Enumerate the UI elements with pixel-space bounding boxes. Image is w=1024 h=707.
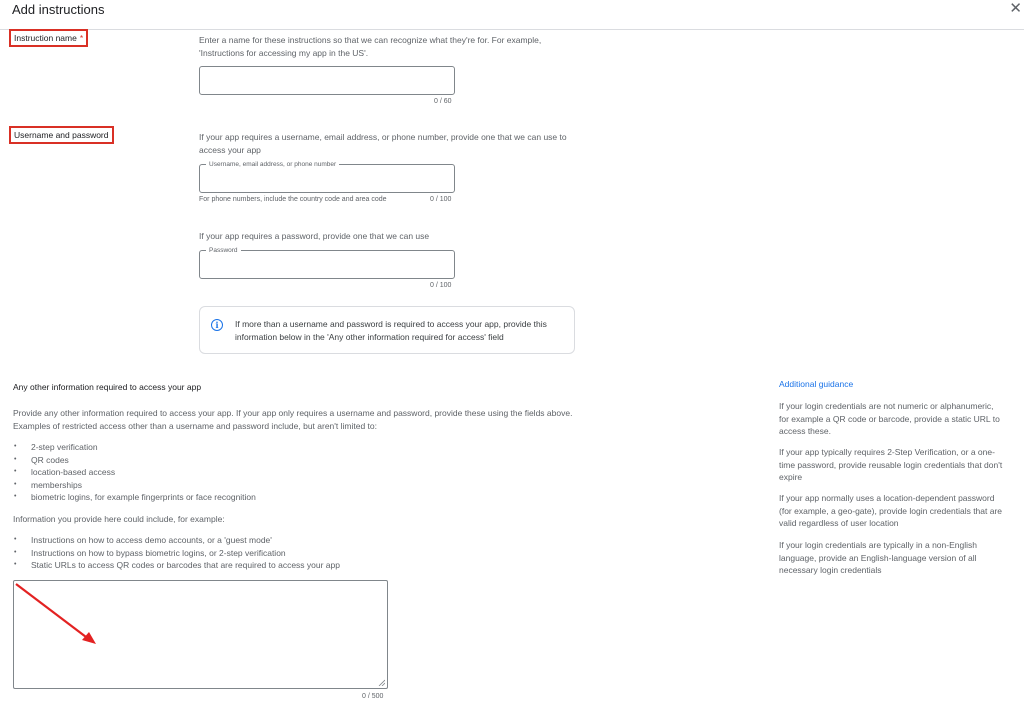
username-hint: For phone numbers, include the country code and area code: [199, 196, 387, 203]
username-counter: 0 / 100: [430, 196, 452, 203]
password-counter: 0 / 100: [430, 282, 452, 289]
instruction-name-help: Enter a name for these instructions so that we can recognize what they're for. For example, 'Instructions for accessing my app in the US'.: [199, 35, 542, 58]
close-icon[interactable]: ✕: [1009, 0, 1022, 17]
other-info-intro: Provide any other information required to access your app. If your app only requires a username and password, provide these using the fields above. Examples of restricted access other than a username and password include, but aren't limited to:: [13, 408, 573, 431]
include-list: [13, 534, 340, 572]
required-asterisk: *: [79, 33, 84, 43]
guidance-paragraph: If your login credentials are not numeric or alphanumeric, for example a QR code or barcode, provide a static URL to access these.: [779, 401, 1000, 436]
could-include-text: Information you provide here could include, for example:: [13, 514, 225, 524]
instruction-name-input[interactable]: [199, 66, 455, 95]
dialog-header: [0, 0, 1024, 30]
list-item: • location-based access: [13, 466, 256, 479]
dialog-title: Add instructions: [12, 2, 105, 17]
password-input[interactable]: [199, 247, 455, 279]
other-info-counter: 0 / 500: [362, 693, 384, 700]
list-item: • Instructions on how to bypass biometric logins, or 2-step verification: [13, 547, 340, 560]
guidance-paragraph: If your login credentials are typically in a non-English language, provide an English-language version of all necessary login credentials: [779, 540, 977, 575]
list-item: • 2-step verification: [13, 441, 256, 454]
instruction-name-label: [9, 29, 88, 47]
username-password-label-text: Username and password: [14, 130, 109, 140]
guidance-paragraph: If your app normally uses a location-dependent password (for example, a geo-gate), provide login credentials that are valid regardless of user location: [779, 493, 1003, 528]
username-floating-label: Username, email address, or phone number: [206, 160, 339, 169]
username-help: If your app requires a username, email address, or phone number, provide one that we can use to access your app: [199, 132, 567, 155]
list-item: • memberships: [13, 479, 256, 492]
list-item: • biometric logins, for example fingerprints or face recognition: [13, 491, 256, 504]
annotation-arrow-icon: [10, 580, 100, 650]
other-info-heading: Any other information required to access your app: [13, 382, 202, 392]
list-item: • Static URLs to access QR codes or barcodes that are required to access your app: [13, 559, 340, 572]
info-text: If more than a username and password is required to access your app, provide this information below in the 'Any other information required for access' field: [235, 319, 547, 342]
list-item: • Instructions on how to access demo accounts, or a 'guest mode': [13, 534, 340, 547]
resize-handle-icon[interactable]: [378, 679, 385, 686]
guidance-title: Additional guidance: [779, 379, 854, 389]
list-item: • QR codes: [13, 454, 256, 467]
password-floating-label: Password: [206, 246, 241, 255]
username-input[interactable]: [199, 161, 455, 193]
examples-list: [13, 441, 256, 504]
info-box: [199, 306, 575, 354]
instruction-name-label-text: Instruction name: [14, 33, 77, 43]
guidance-paragraph: If your app typically requires 2-Step Verification, or a one-time password, provide reusable login credentials that don't expire: [779, 447, 1003, 482]
username-password-label: [9, 126, 114, 144]
instruction-name-counter: 0 / 60: [434, 98, 452, 105]
info-icon: i: [211, 319, 223, 331]
password-help: If your app requires a password, provide one that we can use: [199, 231, 430, 241]
